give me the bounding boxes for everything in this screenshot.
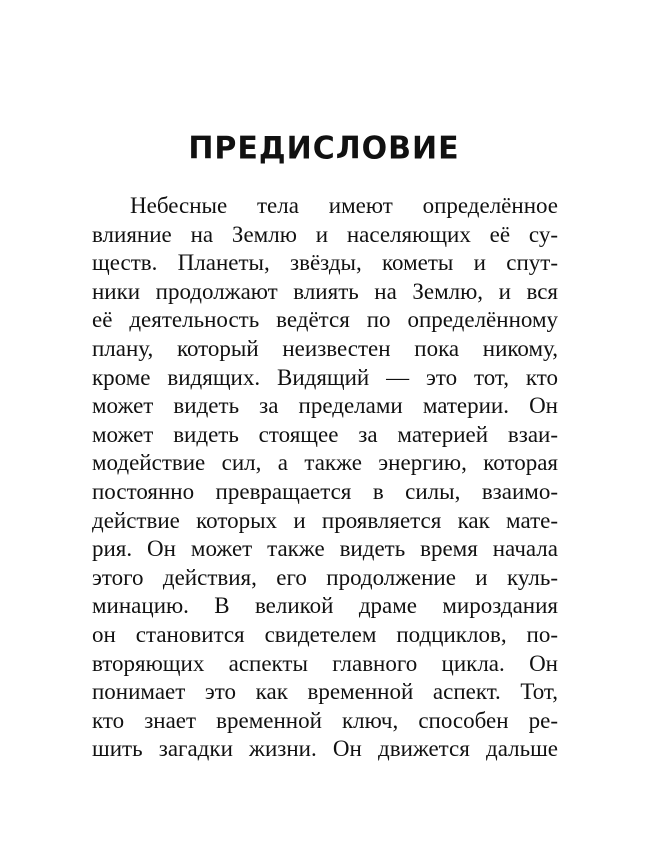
text-line: этого действия, его продолжение и куль-	[92, 564, 558, 590]
text-line: ники продолжают влиять на Землю, и вся	[92, 278, 558, 304]
text-line: модействие сил, а также энергию, которая	[92, 450, 558, 476]
text-line: влияние на Землю и населяющих её су-	[92, 221, 558, 247]
body-paragraph	[92, 192, 558, 764]
text-line: кто знает временной ключ, способен ре-	[92, 707, 558, 733]
text-line: постоянно превращается в силы, взаимо-	[92, 478, 558, 504]
text-line: кроме видящих. Видящий — это тот, кто	[92, 364, 558, 390]
text-line: шить загадки жизни. Он движется дальше	[92, 736, 558, 762]
text-line: действие которых и проявляется как мате-	[92, 507, 558, 533]
text-line: может видеть стоящее за материей взаи-	[92, 421, 558, 447]
text-line: её деятельность ведётся по определённому	[92, 307, 558, 333]
chapter-title: ПРЕДИСЛОВИЕ	[188, 130, 460, 167]
text-line: ществ. Планеты, звёзды, кометы и спут-	[92, 250, 558, 276]
text-line: может видеть за пределами материи. Он	[92, 393, 558, 419]
text-line: вторяющих аспекты главного цикла. Он	[92, 650, 558, 676]
text-line: плану, который неизвестен пока никому,	[92, 335, 558, 361]
text-line: понимает это как временной аспект. Тот,	[92, 679, 558, 705]
text-line: он становится свидетелем подциклов, по-	[92, 621, 558, 647]
text-line: минацию. В великой драме мироздания	[92, 593, 558, 619]
text-line: рия. Он может также видеть время начала	[92, 536, 558, 562]
text-line: Небесные тела имеют определённое	[130, 193, 558, 218]
